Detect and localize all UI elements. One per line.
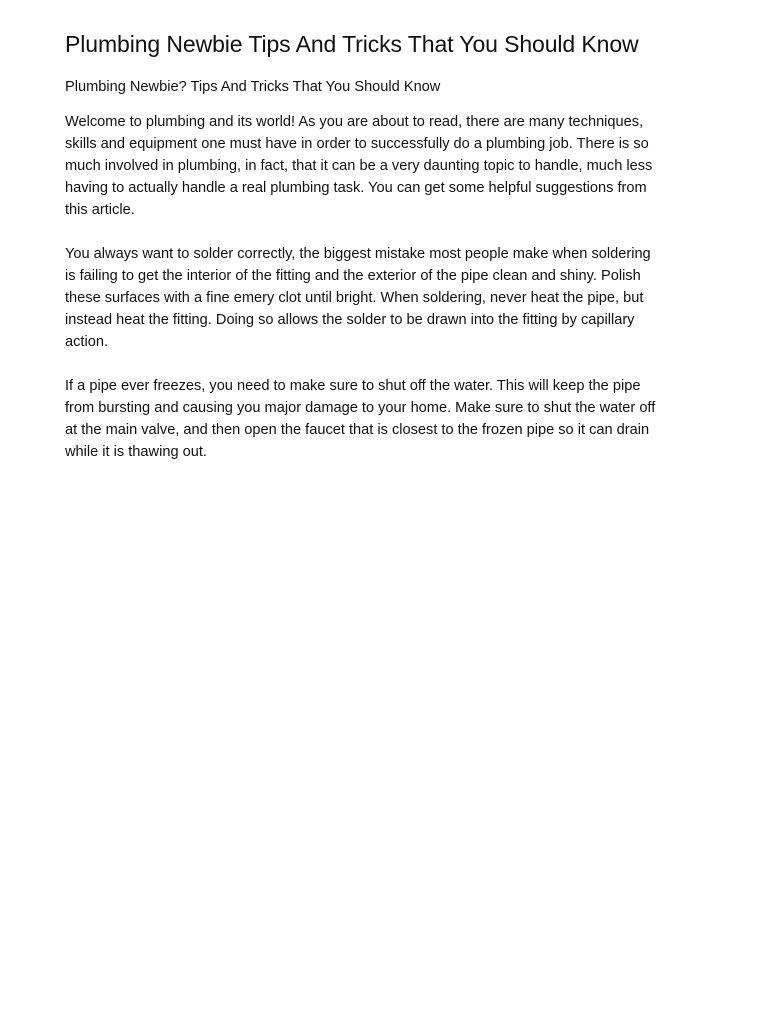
text-line: You always want to solder correctly, the biggest mistake most people make when soldering: [65, 246, 651, 262]
paragraph-soldering: [65, 243, 705, 353]
text-line: while it is thawing out.: [65, 444, 207, 460]
text-line: action.: [65, 334, 108, 350]
paragraph-frozen-pipe: [65, 375, 705, 463]
text-line: instead heat the fitting. Doing so allows the solder to be drawn into the fitting by capillary: [65, 312, 635, 328]
text-line: having to actually handle a real plumbing task. You can get some helpful suggestions from: [65, 180, 647, 196]
text-line: these surfaces with a fine emery clot until bright. When soldering, never heat the pipe, but: [65, 290, 644, 306]
text-line: If a pipe ever freezes, you need to make sure to shut off the water. This will keep the pipe: [65, 378, 641, 394]
text-line: from bursting and causing you major damage to your home. Make sure to shut the water off: [65, 400, 656, 416]
text-line: at the main valve, and then open the faucet that is closest to the frozen pipe so it can drain: [65, 422, 650, 438]
text-line: this article.: [65, 202, 135, 218]
paragraph-intro: [65, 111, 705, 221]
text-line: is failing to get the interior of the fitting and the exterior of the pipe clean and shiny. Polish: [65, 268, 641, 284]
text-line: much involved in plumbing, in fact, that it can be a very daunting topic to handle, much less: [65, 158, 653, 174]
document-title: Plumbing Newbie Tips And Tricks That You Should Know: [65, 31, 639, 57]
document-subtitle: Plumbing Newbie? Tips And Tricks That You Should Know: [65, 79, 441, 95]
text-line: Welcome to plumbing and its world! As you are about to read, there are many techniques,: [65, 114, 644, 130]
text-line: skills and equipment one must have in order to successfully do a plumbing job. There is so: [65, 136, 649, 152]
document-page: [65, 28, 705, 485]
